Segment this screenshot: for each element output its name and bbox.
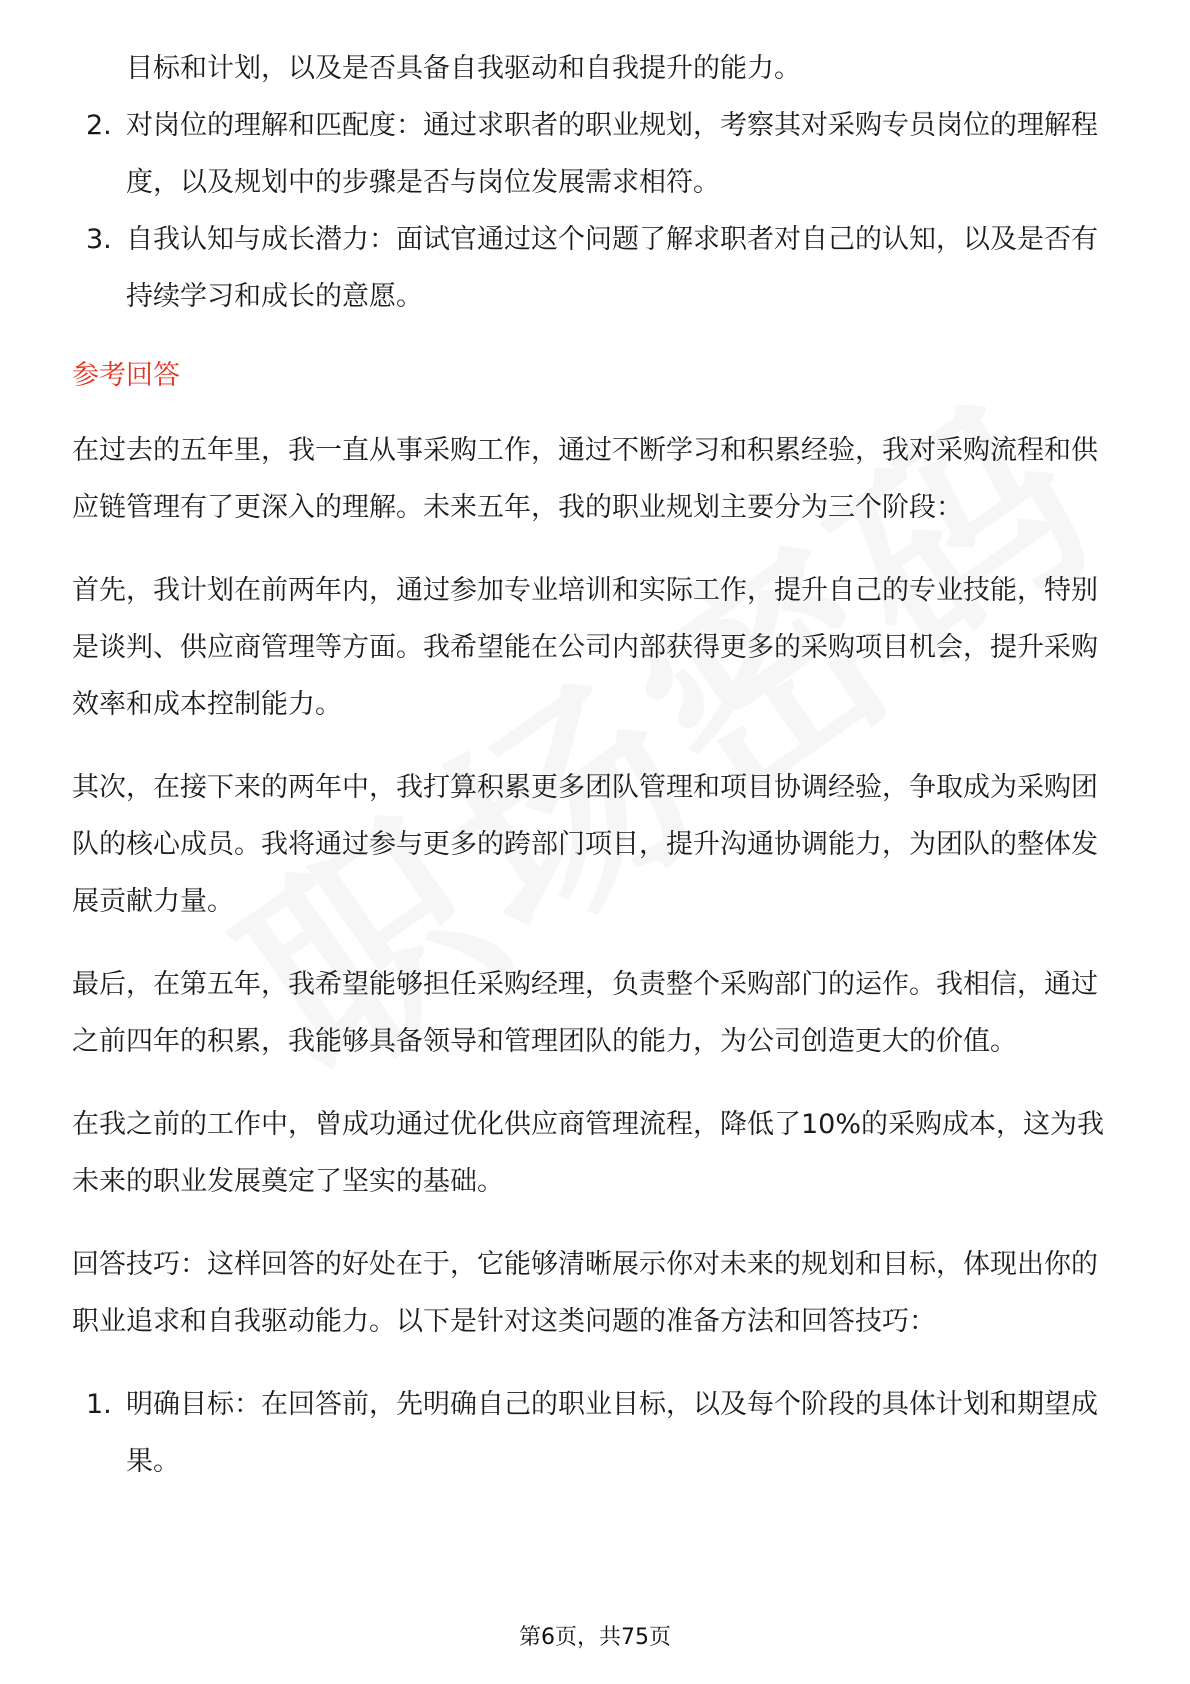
page-number-footer: 第6页，共75页 xyxy=(519,1625,671,1650)
paragraph: 在我之前的工作中，曾成功通过优化供应商管理流程，降低了10%的采购成本，这为我未来的职业发展奠定了坚实的基础。 xyxy=(72,1109,1105,1197)
list-item-number: 2. xyxy=(86,110,112,141)
list-item xyxy=(72,97,1122,211)
list-item xyxy=(72,211,1122,325)
paragraph: 首先，我计划在前两年内，通过参加专业培训和实际工作，提升自己的专业技能，特别是谈判、供应商管理等方面。我希望能在公司内部获得更多的采购项目机会，提升采购效率和成本控制能力。 xyxy=(72,575,1098,720)
list-item-text: 对岗位的理解和匹配度：通过求职者的职业规划，考察其对采购专员岗位的理解程度，以及规划中的步骤是否与岗位发展需求相符。 xyxy=(126,110,1098,198)
paragraph: 最后，在第五年，我希望能够担任采购经理，负责整个采购部门的运作。我相信，通过之前四年的积累，我能够具备领导和管理团队的能力，为公司创造更大的价值。 xyxy=(72,969,1098,1057)
paragraph-answer-tips: 回答技巧：这样回答的好处在于，它能够清晰展示你对未来的规划和目标，体现出你的职业追求和自我驱动能力。以下是针对这类问题的准备方法和回答技巧： xyxy=(72,1249,1098,1337)
list-item-number: 3. xyxy=(86,224,112,255)
list-item xyxy=(72,1376,1122,1490)
list-item-text: 自我认知与成长潜力：面试官通过这个问题了解求职者对自己的认知，以及是否有持续学习和成长的意愿。 xyxy=(126,224,1098,312)
section-heading-reference-answer: 参考回答 xyxy=(72,360,180,391)
list-item-number: 1. xyxy=(86,1389,112,1420)
top-numbered-list xyxy=(72,97,1122,325)
bottom-numbered-list xyxy=(72,1376,1122,1490)
paragraph: 其次，在接下来的两年中，我打算积累更多团队管理和项目协调经验，争取成为采购团队的核心成员。我将通过参与更多的跨部门项目，提升沟通协调能力，为团队的整体发展贡献力量。 xyxy=(72,772,1098,917)
page-content xyxy=(72,40,1122,1490)
paragraph: 在过去的五年里，我一直从事采购工作，通过不断学习和积累经验，我对采购流程和供应链管理有了更深入的理解。未来五年，我的职业规划主要分为三个阶段： xyxy=(72,435,1098,523)
list-item-text: 明确目标：在回答前，先明确自己的职业目标，以及每个阶段的具体计划和期望成果。 xyxy=(126,1389,1098,1477)
list-item-continuation: 目标和计划，以及是否具备自我驱动和自我提升的能力。 xyxy=(126,53,801,84)
